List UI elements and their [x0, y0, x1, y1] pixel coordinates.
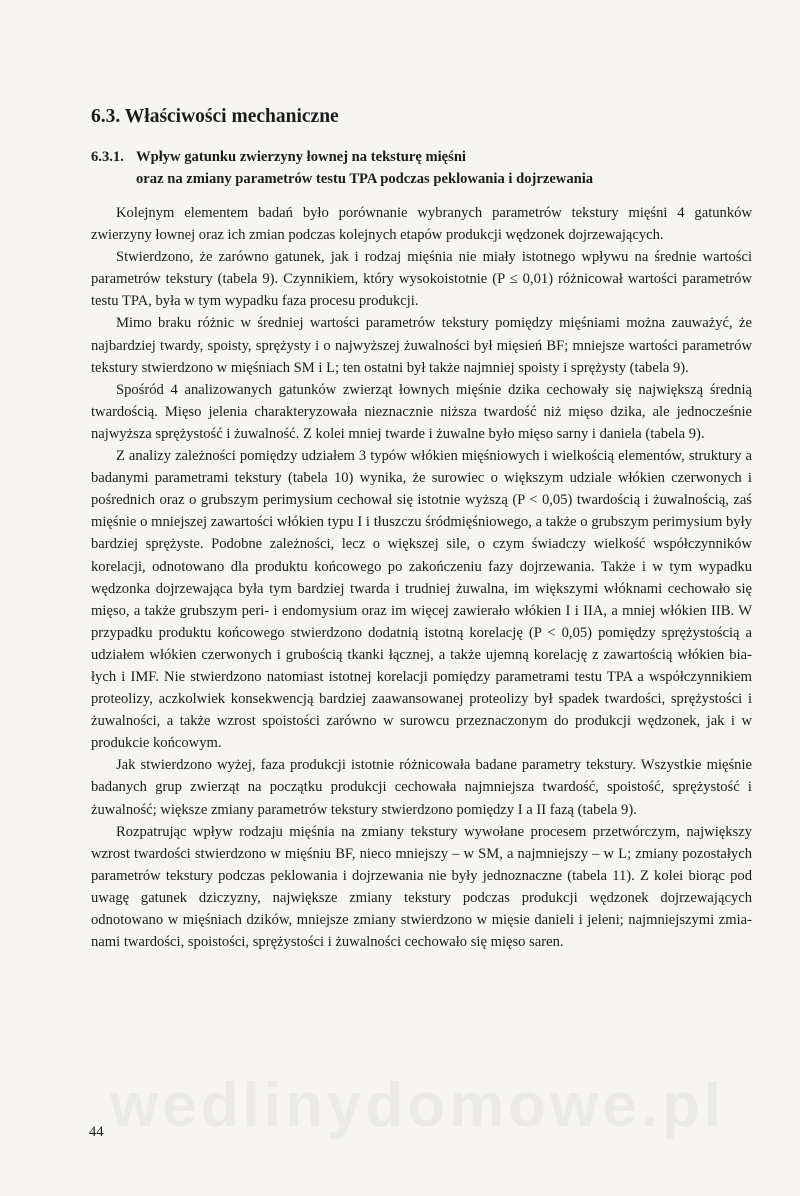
body-text	[91, 202, 752, 953]
subsection-title-line2: oraz na zmiany parametrów testu TPA podczas peklowania i dojrzewania	[136, 171, 594, 187]
paragraph: Spośród 4 analizowanych gatunków zwierząt łownych mięśnie dzika cechowały się największą średnią twardością. Mięso jelenia charakteryzowała nieznacznie niższa twardość niż mięso dzika, ale jednocześnie najwyższa sprężystość i żuwalność. Z kolei mniej twarde i żuwalne było mięso sarny i daniela (tabela 9).	[91, 381, 752, 442]
subsection-number: 6.3.1.	[91, 149, 124, 165]
paragraph: Jak stwierdzono wyżej, faza produkcji istotnie różnicowała badane parametry tekstury. Wszystkie mięśnie badanych grup zwierząt na początku produkcji cechowała najmniejsza twardość, spoistość, sprężystość i żuwalność; większe zmiany parametrów tekstury stwierdzono pomiędzy I a II fazą (tabela 9).	[91, 757, 752, 818]
subsection-heading	[91, 146, 751, 190]
paragraph: Stwierdzono, że zarówno gatunek, jak i rodzaj mięśnia nie miały istotnego wpływu na średnie wartości parametrów tekstury (tabela 9). Czynnikiem, który wysokoistotnie (P ≤ 0,01) różnicował wartości parametrów testu TPA, była w tym wypadku faza procesu produkcji.	[91, 249, 752, 310]
watermark: wedlinydomowe.pl	[110, 1071, 726, 1140]
subsection-title-line1: Wpływ gatunku zwierzyny łownej na teksturę mięśni	[136, 149, 466, 165]
paragraph: Kolejnym elementem badań było porównanie wybranych parametrów tekstury mięśni 4 gatunków zwierzyny łownej oraz ich zmian podczas kolejnych etapów produkcji wędzonek dojrzewających.	[91, 205, 752, 244]
paragraph: Z analizy zależności pomiędzy udziałem 3 typów włókien mięśniowych i wielkością elementów, struktury a badanymi parametrami tekstury (tabela 10) wynika, że surowiec o większym udziale włókien czerwonych i pośrednich oraz o grubszym perimysium cechował się istotnie wyższą (P < 0,05) twardością i żuwalnością, zaś mięśnie o mniejszej zawartości włókien typu I i tłuszczu śródmięśniowego, a także o grubszym perimysium były bardziej sprężyste. Podobne zależności, lecz o większej sile, o czym świadczy wielkość współczynników korelacji, odnotowano dla produktu końcowego po zakończeniu fazy dojrzewania. Także i w tym wypadku wędzonka dojrzewająca była tym bardziej twarda i trudniej żuwalna, im większymi włóknami cechowało się mięso, a także grubszym peri- i endomysium oraz im więcej zawierało włókien I i IIA, a mniej włókien IIB. W przypadku produktu końcowego stwierdzono dodatnią istotną korelację (P < 0,05) pomiędzy sprężystością a udziałem włókien czerwonych i grubością tkanki łącznej, a także ujemną korelację z zawartością włókien białych i IMF. Nie stwierdzono natomiast istotnej korelacji pomiędzy parametrami testu TPA a współczynnikiem proteolizy, aczkolwiek konsekwencją bardziej zaawansowanej proteolizy był spadek twardości, sprężystości i żuwalności, a także wzrost spoistości zarówno w surowcu przeznaczonym do produkcji wędzonek, jak i w produkcie końcowym.	[91, 448, 752, 752]
paragraph: Rozpatrując wpływ rodzaju mięśnia na zmiany tekstury wywołane procesem przetwórczym, największy wzrost twardości stwierdzono w mięśniu BF, nieco mniejszy – w SM, a najmniejszy – w L; zmiany pozostałych parametrów tekstury podczas peklowania i dojrzewania nie były jednoznaczne (tabela 11). Z kolei biorąc pod uwagę gatunek dziczyzny, największe zmiany tekstury podczas produkcji wędzonek dojrzewających odnotowano w mięśniach dzików, mniejsze zmiany stwierdzono w mięsie danieli i jeleni; najmniejszymi zmianami twardości, spoistości, sprężystości i żuwalności cechowało się mięso saren.	[91, 823, 752, 951]
page-number: 44	[89, 1124, 104, 1140]
section-title: 6.3. Właściwości mechaniczne	[91, 106, 339, 127]
paragraph: Mimo braku różnic w średniej wartości parametrów tekstury pomiędzy mięśniami można zauważyć, że najbardziej twardy, spoisty, sprężysty i o najwyższej żuwalności był mięsień BF; mniejsze wartości parametrów tekstury stwierdzono w mięśniach SM i L; ten ostatni był także najmniej spoisty i sprężysty (tabela 9).	[91, 315, 752, 376]
